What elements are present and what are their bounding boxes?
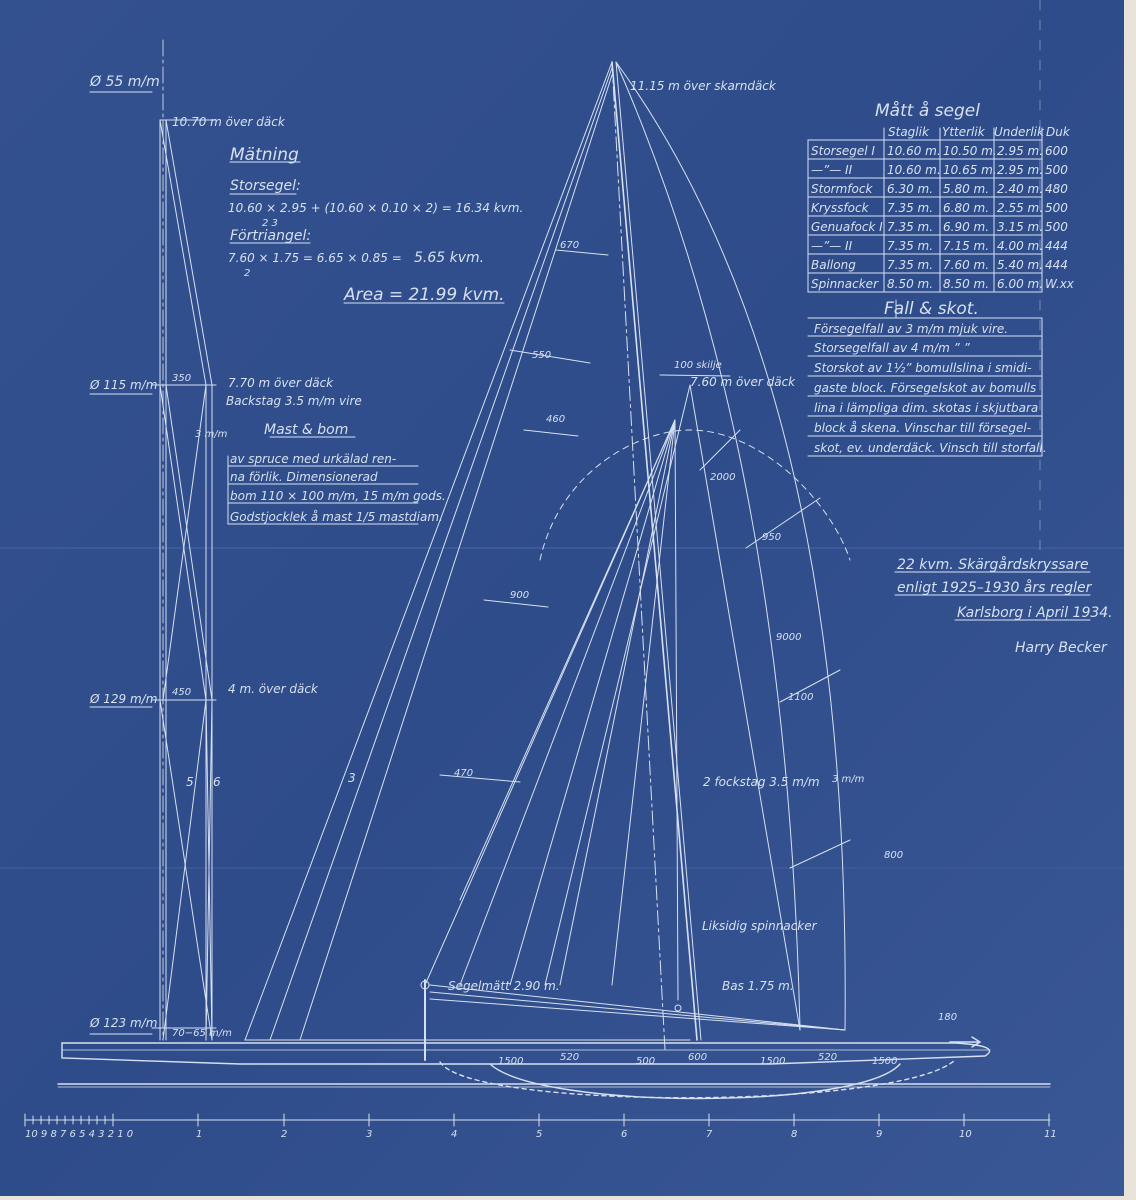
title-line-3: Karlsborg i April 1934. bbox=[957, 605, 1113, 621]
svg-text:7.35 m.: 7.35 m. bbox=[887, 201, 934, 215]
svg-text:Spinnacker: Spinnacker bbox=[811, 277, 878, 291]
scale-label: 6 bbox=[621, 1129, 628, 1140]
svg-text:2.55 m.: 2.55 m. bbox=[997, 201, 1044, 215]
mast-upper-chord: 350 bbox=[172, 373, 192, 384]
svg-text:500: 500 bbox=[1045, 163, 1068, 177]
svg-text:10.65 m.: 10.65 m. bbox=[943, 163, 997, 177]
mast-upper-diameter: Ø 115 m/m bbox=[90, 378, 158, 392]
mast-boom-line-4: Godstjocklek å mast 1/5 mastdiam. bbox=[230, 510, 443, 524]
scale-label: 7 bbox=[706, 1129, 713, 1140]
hull-dim: 1500 bbox=[498, 1056, 524, 1067]
leech-wire: 3 m/m bbox=[832, 774, 865, 785]
svg-text:7.15 m.: 7.15 m. bbox=[943, 239, 990, 253]
svg-text:8.50 m.: 8.50 m. bbox=[943, 277, 990, 291]
halyards-line: Försegelfall av 3 m/m mjuk vire. bbox=[814, 322, 1009, 336]
svg-text:6.00 m.: 6.00 m. bbox=[997, 277, 1044, 291]
shackle-label: 100 skilje bbox=[674, 360, 722, 371]
foretriangle-result: 5.65 kvm. bbox=[414, 250, 485, 266]
svg-text:10.50 m.: 10.50 m. bbox=[943, 144, 997, 158]
mast-top-height: 10.70 m över däck bbox=[172, 115, 285, 129]
svg-text:500: 500 bbox=[1045, 201, 1068, 215]
backstay-label: Backstag 3.5 m/m vire bbox=[226, 394, 362, 408]
hull-dim: 520 bbox=[560, 1052, 580, 1063]
col-ytterlik: Ytterlik bbox=[942, 125, 985, 139]
leech-9000: 9000 bbox=[776, 632, 802, 643]
halyards-line: Storskot av 1½” bomullslina i smidi- bbox=[814, 361, 1032, 375]
hull-dim: 600 bbox=[688, 1052, 708, 1063]
mast-boom-line-3: bom 110 × 100 m/m, 15 m/m gods. bbox=[230, 489, 446, 503]
mast-base-label: 70−65 m/m bbox=[172, 1028, 232, 1039]
svg-text:480: 480 bbox=[1045, 182, 1068, 196]
spreader-550: 550 bbox=[532, 350, 552, 361]
svg-text:2.95 m.: 2.95 m. bbox=[997, 163, 1044, 177]
mast-number-6: 6 bbox=[213, 775, 221, 789]
svg-text:10.60 m.: 10.60 m. bbox=[887, 163, 941, 177]
svg-text:Ballong: Ballong bbox=[811, 258, 856, 272]
svg-text:444: 444 bbox=[1045, 258, 1068, 272]
svg-text:4.00 m.: 4.00 m. bbox=[997, 239, 1044, 253]
mast-top-diameter: Ø 55 m/m bbox=[90, 74, 160, 90]
svg-text:W.xx: W.xx bbox=[1045, 277, 1074, 291]
hull-dim: 520 bbox=[818, 1052, 838, 1063]
svg-text:444: 444 bbox=[1045, 239, 1068, 253]
foretriangle-denominator: 2 bbox=[244, 268, 251, 279]
svg-text:—”— II: —”— II bbox=[811, 239, 853, 253]
col-staglik: Staglik bbox=[888, 125, 929, 139]
mast-number-5: 5 bbox=[186, 775, 194, 789]
scale-label: 9 bbox=[876, 1129, 883, 1140]
svg-text:7.35 m.: 7.35 m. bbox=[887, 239, 934, 253]
scale-label: 2 bbox=[281, 1129, 288, 1140]
hull-dim: 1500 bbox=[760, 1056, 786, 1067]
spreader-900: 900 bbox=[510, 590, 530, 601]
total-area: Area = 21.99 kvm. bbox=[344, 285, 505, 305]
scale-label: 3 bbox=[366, 1129, 373, 1140]
halyards-title: Fall & skot. bbox=[884, 299, 979, 319]
scale-label: 10 bbox=[959, 1129, 972, 1140]
foretriangle-label: Förtriangel: bbox=[230, 228, 312, 244]
forestays-label: 2 fockstag 3.5 m/m bbox=[703, 775, 820, 789]
svg-text:10.60 m.: 10.60 m. bbox=[887, 144, 941, 158]
svg-text:2.40 m.: 2.40 m. bbox=[997, 182, 1044, 196]
mast-mid-height: 4 m. över däck bbox=[228, 682, 318, 696]
leech-2000: 2000 bbox=[710, 472, 736, 483]
svg-text:8.50 m.: 8.50 m. bbox=[887, 277, 934, 291]
scale-label: 11 bbox=[1044, 1129, 1057, 1140]
scale-small-ticks: 10 9 8 7 6 5 4 3 2 1 0 bbox=[25, 1129, 134, 1140]
hull-dim: 1500 bbox=[872, 1056, 898, 1067]
table-row bbox=[811, 163, 1068, 177]
hull-dim: 500 bbox=[636, 1056, 656, 1067]
title-line-1: 22 kvm. Skärgårdskryssare bbox=[897, 557, 1089, 573]
svg-text:7.35 m.: 7.35 m. bbox=[887, 258, 934, 272]
leech-1100: 1100 bbox=[788, 692, 814, 703]
svg-text:6.30 m.: 6.30 m. bbox=[887, 182, 934, 196]
scale-label: 4 bbox=[451, 1129, 458, 1140]
table-row bbox=[811, 144, 1068, 158]
forestay-height: 7.60 m över däck bbox=[690, 375, 796, 389]
mainsail-formula: 10.60 × 2.95 + (10.60 × 0.10 × 2) = 16.34 kvm. bbox=[228, 201, 524, 215]
mast-mid-diameter: Ø 129 m/m bbox=[90, 692, 158, 706]
svg-text:3.15 m.: 3.15 m. bbox=[997, 220, 1044, 234]
mainsail-label: Storsegel: bbox=[230, 178, 301, 194]
scale-label: 8 bbox=[791, 1129, 798, 1140]
scale-label: 5 bbox=[536, 1129, 543, 1140]
table-row bbox=[811, 277, 1075, 291]
halyards-line: lina i lämpliga dim. skotas i skjutbara bbox=[814, 401, 1039, 415]
sails-table-title: Mått å segel bbox=[875, 101, 980, 121]
mast-boom-line-1: av spruce med urkälad ren- bbox=[230, 452, 397, 466]
svg-text:Storsegel I: Storsegel I bbox=[811, 144, 875, 158]
mast-mid-chord: 450 bbox=[172, 687, 192, 698]
mainsail-denominators: 2 3 bbox=[262, 218, 278, 229]
spreader-470: 470 bbox=[454, 768, 474, 779]
halyards-line: Storsegelfall av 4 m/m ” ” bbox=[814, 341, 970, 355]
svg-text:Stormfock: Stormfock bbox=[811, 182, 873, 196]
svg-text:7.60 m.: 7.60 m. bbox=[943, 258, 990, 272]
spinnaker-label: Liksidig spinnacker bbox=[702, 919, 817, 933]
halyards-line: block å skena. Vinschar till försegel- bbox=[814, 421, 1032, 435]
col-duk: Duk bbox=[1046, 125, 1070, 139]
foretriangle-formula: 7.60 × 1.75 = 6.65 × 0.85 = bbox=[228, 251, 402, 265]
svg-text:Kryssfock: Kryssfock bbox=[811, 201, 869, 215]
svg-text:2.95 m.: 2.95 m. bbox=[997, 144, 1044, 158]
mast-base-diameter: Ø 123 m/m bbox=[90, 1016, 158, 1030]
mast-boom-line-2: na förlik. Dimensionerad bbox=[230, 470, 378, 484]
measurement-heading: Mätning bbox=[230, 145, 299, 165]
svg-text:500: 500 bbox=[1045, 220, 1068, 234]
foot-dimension: 180 bbox=[938, 1012, 958, 1023]
svg-text:5.40 m.: 5.40 m. bbox=[997, 258, 1044, 272]
leech-800: 800 bbox=[884, 850, 904, 861]
spreader-670: 670 bbox=[560, 240, 580, 251]
svg-text:5.80 m.: 5.80 m. bbox=[943, 182, 990, 196]
scale-label: 1 bbox=[196, 1129, 203, 1140]
svg-text:Genuafock I: Genuafock I bbox=[811, 220, 883, 234]
svg-text:—”— II: —”— II bbox=[811, 163, 853, 177]
halyards-line: gaste block. Försegelskot av bomulls bbox=[814, 381, 1037, 395]
leech-950: 950 bbox=[762, 532, 782, 543]
halyards-line: skot, ev. underdäck. Vinsch till storfall. bbox=[814, 441, 1047, 455]
sail-measure-label: Segelmätt 2.90 m. bbox=[448, 979, 560, 993]
svg-text:6.80 m.: 6.80 m. bbox=[943, 201, 990, 215]
svg-text:6.90 m.: 6.90 m. bbox=[943, 220, 990, 234]
signature: Harry Becker bbox=[1015, 640, 1107, 656]
mast-boom-heading: Mast & bom bbox=[264, 422, 349, 438]
col-underlik: Underlik bbox=[994, 125, 1044, 139]
svg-text:7.35 m.: 7.35 m. bbox=[887, 220, 934, 234]
base-label: Bas 1.75 m. bbox=[722, 979, 794, 993]
wire-label: 3 m/m bbox=[195, 429, 228, 440]
title-line-2: enligt 1925–1930 års regler bbox=[897, 580, 1092, 596]
mast-upper-height: 7.70 m över däck bbox=[228, 376, 334, 390]
mast-head-height: 11.15 m över skarndäck bbox=[630, 79, 776, 93]
spreader-460: 460 bbox=[546, 414, 566, 425]
sail-number: 3 bbox=[348, 771, 356, 785]
svg-text:600: 600 bbox=[1045, 144, 1068, 158]
